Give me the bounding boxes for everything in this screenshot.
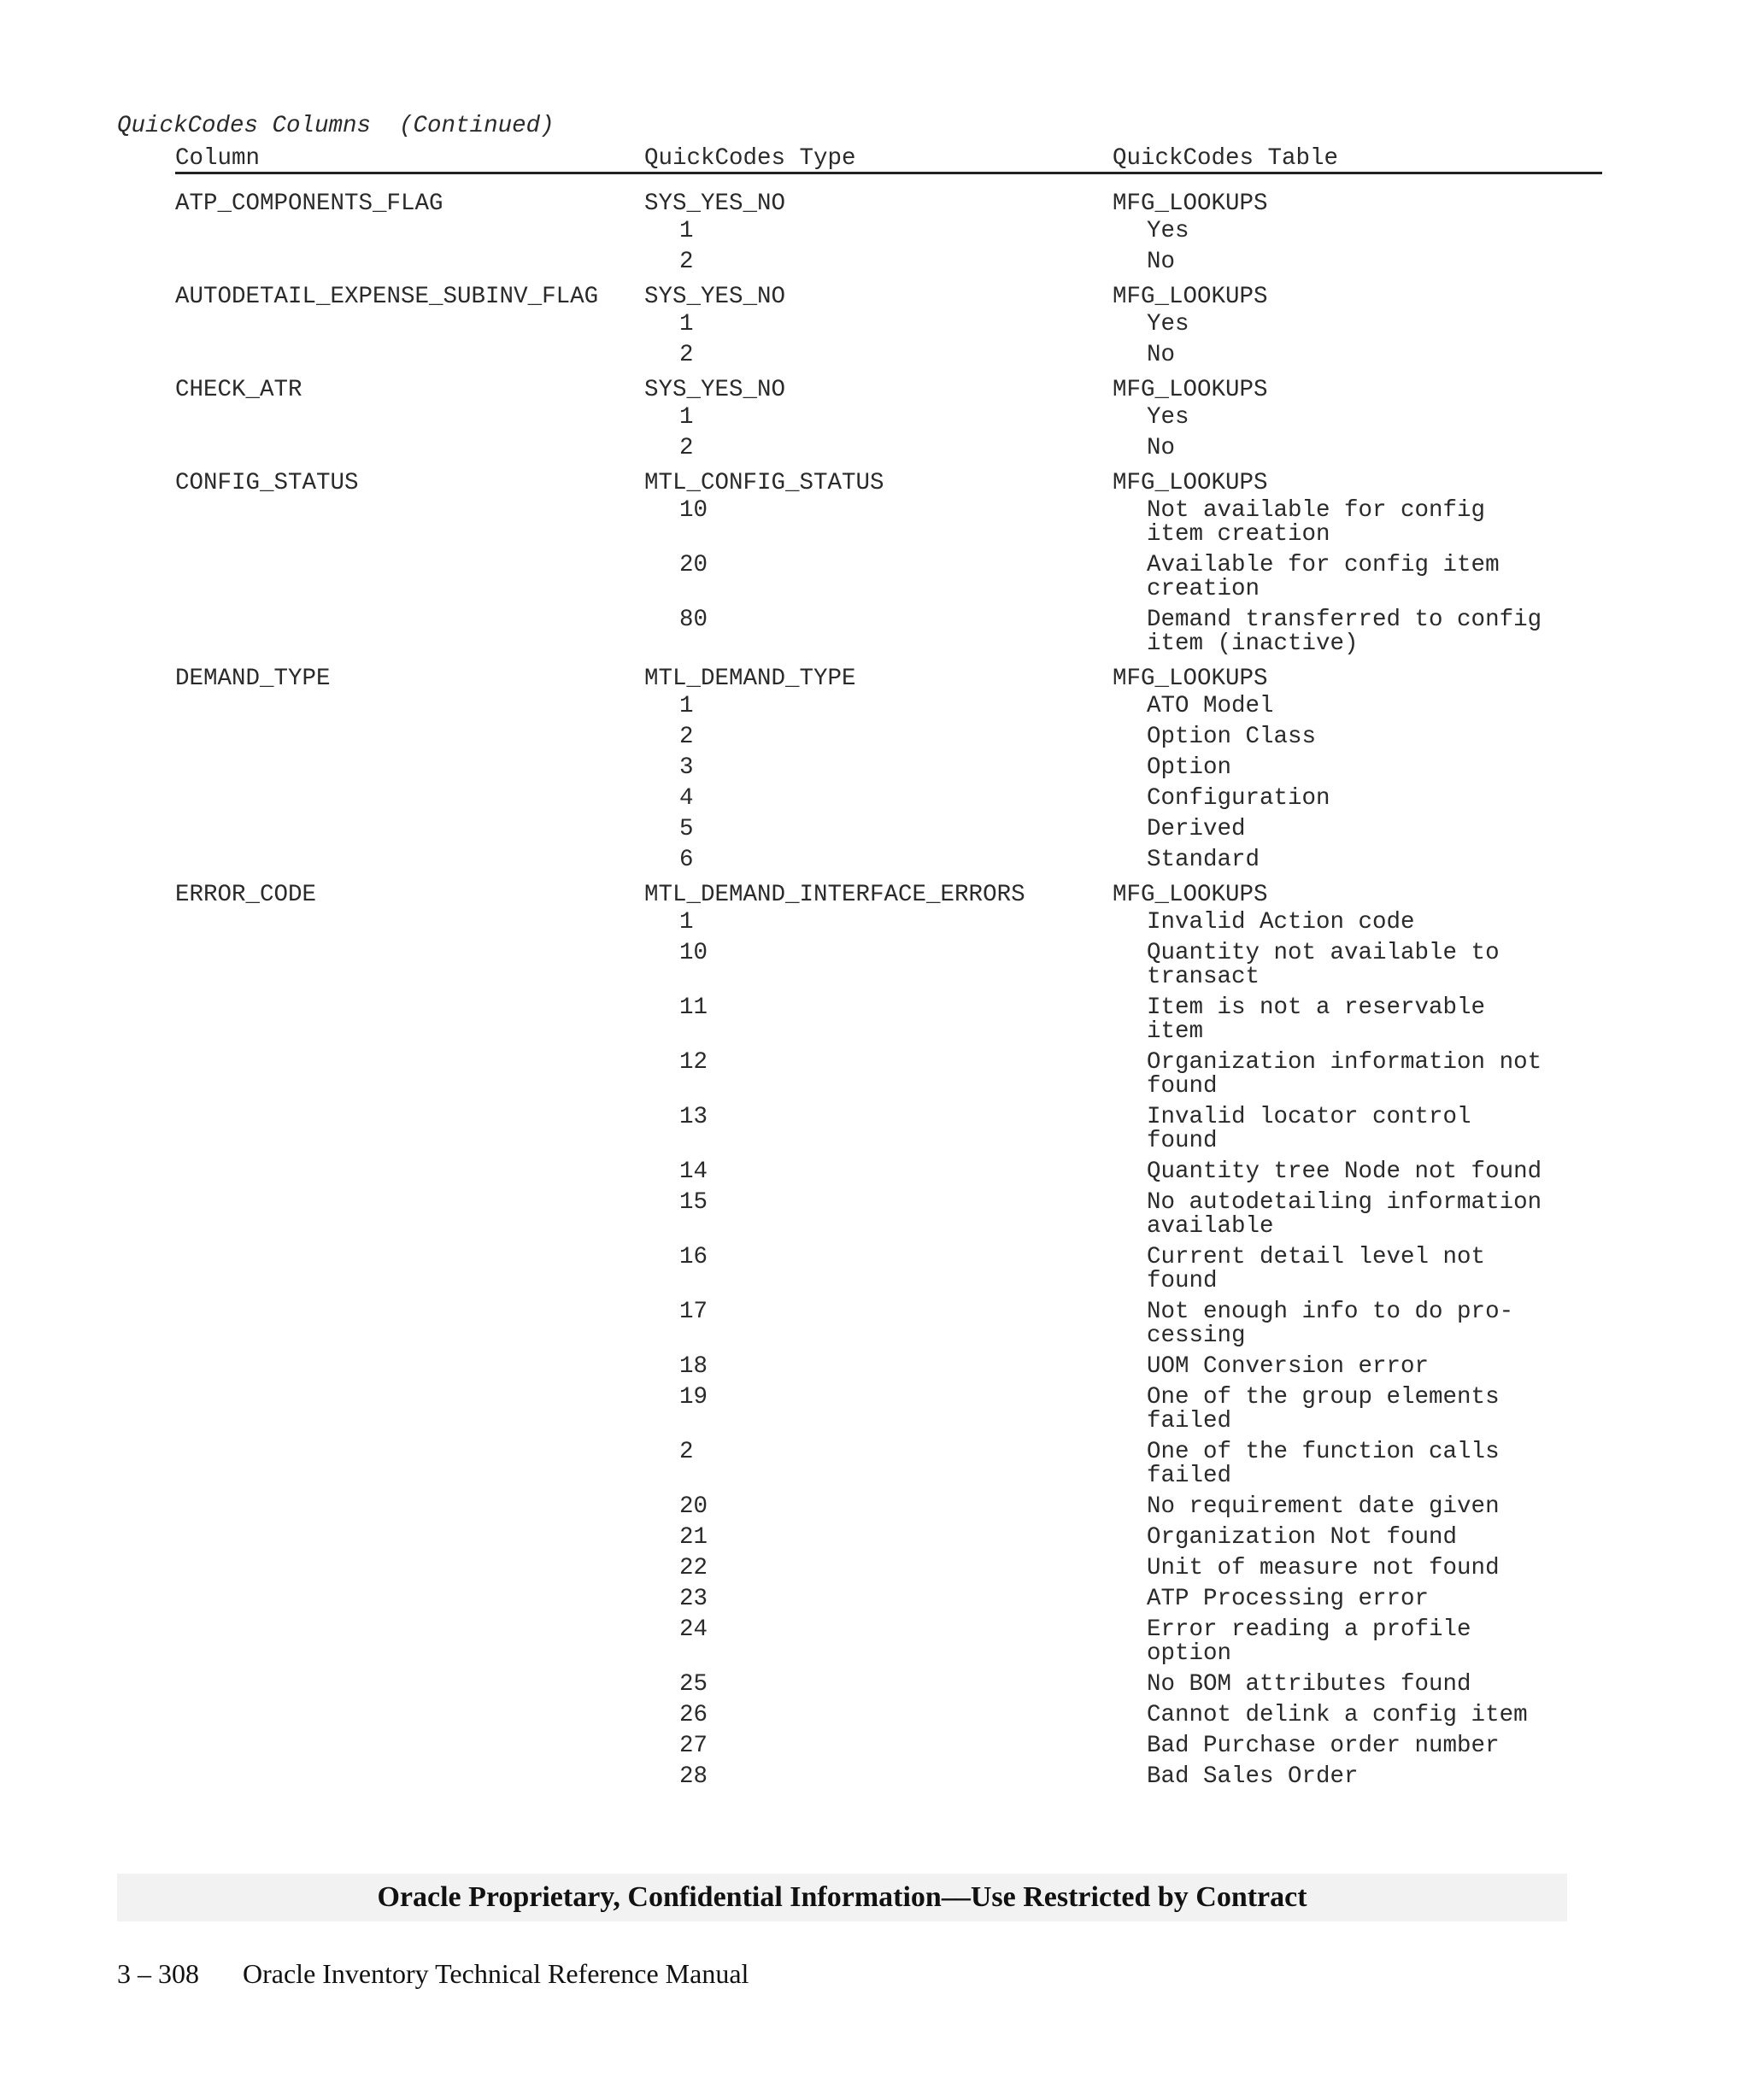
quickcodes-table: MFG_LOOKUPS (1113, 666, 1268, 692)
lookup-meaning: ATP Processing error (1147, 1586, 1430, 1612)
lookup-meaning: Item is not a reservable item (1147, 994, 1486, 1045)
lookup-value-row (0, 1440, 1750, 1488)
lookup-meaning: No (1147, 435, 1176, 461)
lookup-value-row (0, 818, 1750, 842)
lookup-code: 2 (679, 724, 694, 750)
lookup-meaning: Standard (1147, 847, 1260, 873)
lookup-meaning: Demand transferred to config item (inactive) (1147, 607, 1542, 657)
quickcodes-table-body (0, 188, 1750, 1796)
lookup-code: 3 (679, 754, 694, 781)
lookup-meaning: No requirement date given (1147, 1493, 1500, 1520)
lookup-code: 14 (679, 1159, 708, 1185)
header-quickcodes-table: QuickCodes Table (1113, 145, 1339, 172)
lookup-meaning: No BOM attributes found (1147, 1671, 1471, 1698)
confidential-banner: Oracle Proprietary, Confidential Information––Use Restricted by Contract (117, 1874, 1567, 1921)
lookup-code: 25 (679, 1671, 708, 1698)
lookup-meaning: No (1147, 342, 1176, 368)
lookup-meaning: Cannot delink a config item (1147, 1702, 1528, 1728)
lookup-value-row (0, 787, 1750, 811)
quickcode-group (0, 188, 1750, 274)
lookup-code: 16 (679, 1244, 708, 1270)
column-name: AUTODETAIL_EXPENSE_SUBINV_FLAG (175, 284, 599, 310)
lookup-meaning: ATO Model (1147, 693, 1274, 719)
lookup-value-row (0, 1300, 1750, 1348)
column-name: CONFIG_STATUS (175, 470, 359, 496)
lookup-code: 4 (679, 785, 694, 812)
lookup-meaning: No (1147, 249, 1176, 275)
lookup-value-row (0, 1704, 1750, 1728)
column-name: ERROR_CODE (175, 882, 317, 908)
lookup-code: 2 (679, 249, 694, 275)
lookup-value-row (0, 1557, 1750, 1581)
lookup-value-row (0, 911, 1750, 935)
quickcode-group (0, 467, 1750, 656)
quickcodes-type: MTL_DEMAND_INTERFACE_ERRORS (644, 882, 1025, 908)
lookup-code: 10 (679, 497, 708, 524)
lookup-code: 2 (679, 435, 694, 461)
lookup-code: 2 (679, 1439, 694, 1465)
lookup-meaning: Current detail level not found (1147, 1244, 1486, 1294)
header-column: Column (175, 145, 261, 172)
lookup-value-row (0, 343, 1750, 367)
lookup-meaning: UOM Conversion error (1147, 1353, 1430, 1380)
lookup-meaning: One of the group elements failed (1147, 1384, 1500, 1434)
lookup-meaning: Bad Purchase order number (1147, 1733, 1500, 1759)
lookup-meaning: Invalid locator control found (1147, 1104, 1471, 1154)
lookup-code: 24 (679, 1616, 708, 1643)
lookup-value-row (0, 848, 1750, 872)
group-header-row (0, 281, 1750, 313)
group-header-row (0, 879, 1750, 911)
quickcode-group (0, 663, 1750, 872)
lookup-value-row (0, 1734, 1750, 1758)
lookup-code: 10 (679, 940, 708, 966)
lookup-meaning: Derived (1147, 816, 1246, 842)
lookup-meaning: Yes (1147, 404, 1189, 431)
lookup-meaning: Organization information not found (1147, 1049, 1542, 1100)
lookup-value-row (0, 1355, 1750, 1379)
quickcode-group (0, 281, 1750, 367)
quickcodes-table: MFG_LOOKUPS (1113, 284, 1268, 310)
lookup-meaning: Error reading a profile option (1147, 1616, 1471, 1667)
lookup-value-row (0, 1526, 1750, 1550)
lookup-value-row (0, 725, 1750, 749)
lookup-value-row (0, 941, 1750, 989)
lookup-meaning: Yes (1147, 218, 1189, 244)
lookup-code: 22 (679, 1555, 708, 1581)
lookup-value-row (0, 1191, 1750, 1239)
column-name: CHECK_ATR (175, 377, 302, 403)
lookup-value-row (0, 1618, 1750, 1666)
page-number: 3 – 308 (117, 1958, 199, 1989)
quickcodes-table: MFG_LOOKUPS (1113, 377, 1268, 403)
lookup-value-row (0, 1386, 1750, 1434)
lookup-code: 6 (679, 847, 694, 873)
quickcodes-type: SYS_YES_NO (644, 377, 786, 403)
lookup-meaning: Configuration (1147, 785, 1330, 812)
lookup-code: 18 (679, 1353, 708, 1380)
lookup-code: 19 (679, 1384, 708, 1411)
lookup-value-row (0, 406, 1750, 430)
lookup-meaning: Bad Sales Order (1147, 1763, 1359, 1790)
lookup-value-row (0, 437, 1750, 460)
group-header-row (0, 374, 1750, 406)
lookup-meaning: Option (1147, 754, 1232, 781)
lookup-code: 15 (679, 1189, 708, 1216)
lookup-value-row (0, 756, 1750, 780)
lookup-value-row (0, 220, 1750, 243)
lookup-code: 12 (679, 1049, 708, 1076)
lookup-code: 20 (679, 552, 708, 578)
lookup-code: 1 (679, 311, 694, 337)
lookup-value-row (0, 996, 1750, 1044)
lookup-code: 17 (679, 1299, 708, 1325)
lookup-code: 27 (679, 1733, 708, 1759)
lookup-code: 26 (679, 1702, 708, 1728)
lookup-code: 5 (679, 816, 694, 842)
header-quickcodes-type: QuickCodes Type (644, 145, 856, 172)
group-header-row (0, 663, 1750, 695)
lookup-meaning: Quantity tree Node not found (1147, 1159, 1542, 1185)
lookup-meaning: Not enough info to do pro- cessing (1147, 1299, 1514, 1349)
lookup-meaning: No autodetailing information available (1147, 1189, 1542, 1240)
lookup-value-row (0, 608, 1750, 656)
lookup-code: 1 (679, 909, 694, 936)
group-header-row (0, 467, 1750, 499)
lookup-meaning: Option Class (1147, 724, 1317, 750)
lookup-meaning: Invalid Action code (1147, 909, 1415, 936)
quickcodes-type: MTL_DEMAND_TYPE (644, 666, 856, 692)
quickcodes-type: SYS_YES_NO (644, 191, 786, 217)
manual-title: Oracle Inventory Technical Reference Manual (243, 1958, 749, 1989)
lookup-meaning: Yes (1147, 311, 1189, 337)
quickcodes-table: MFG_LOOKUPS (1113, 470, 1268, 496)
lookup-value-row (0, 1160, 1750, 1184)
page-footer (117, 1958, 749, 1990)
lookup-meaning: Organization Not found (1147, 1524, 1458, 1551)
lookup-meaning: Not available for config item creation (1147, 497, 1486, 548)
lookup-value-row (0, 1495, 1750, 1519)
lookup-code: 13 (679, 1104, 708, 1130)
quickcodes-table: MFG_LOOKUPS (1113, 882, 1268, 908)
lookup-value-row (0, 250, 1750, 274)
lookup-value-row (0, 1765, 1750, 1789)
lookup-value-row (0, 554, 1750, 601)
lookup-code: 2 (679, 342, 694, 368)
lookup-code: 1 (679, 218, 694, 244)
lookup-code: 1 (679, 404, 694, 431)
lookup-value-row (0, 1051, 1750, 1099)
lookup-code: 20 (679, 1493, 708, 1520)
lookup-value-row (0, 313, 1750, 337)
lookup-meaning: Unit of measure not found (1147, 1555, 1500, 1581)
lookup-code: 23 (679, 1586, 708, 1612)
lookup-value-row (0, 1106, 1750, 1153)
lookup-value-row (0, 1246, 1750, 1293)
column-name: DEMAND_TYPE (175, 666, 331, 692)
column-name: ATP_COMPONENTS_FLAG (175, 191, 443, 217)
lookup-code: 28 (679, 1763, 708, 1790)
table-header (175, 145, 1602, 174)
lookup-value-row (0, 695, 1750, 719)
lookup-meaning: Quantity not available to transact (1147, 940, 1500, 990)
quickcodes-type: MTL_CONFIG_STATUS (644, 470, 884, 496)
quickcodes-table: MFG_LOOKUPS (1113, 191, 1268, 217)
quickcodes-type: SYS_YES_NO (644, 284, 786, 310)
lookup-meaning: Available for config item creation (1147, 552, 1500, 602)
group-header-row (0, 188, 1750, 220)
section-title: QuickCodes Columns (Continued) (117, 113, 555, 139)
lookup-value-row (0, 1673, 1750, 1697)
quickcode-group (0, 879, 1750, 1789)
lookup-value-row (0, 499, 1750, 547)
lookup-code: 1 (679, 693, 694, 719)
lookup-code: 80 (679, 607, 708, 633)
lookup-meaning: One of the function calls failed (1147, 1439, 1500, 1489)
lookup-value-row (0, 1587, 1750, 1611)
lookup-code: 11 (679, 994, 708, 1021)
lookup-code: 21 (679, 1524, 708, 1551)
quickcode-group (0, 374, 1750, 460)
